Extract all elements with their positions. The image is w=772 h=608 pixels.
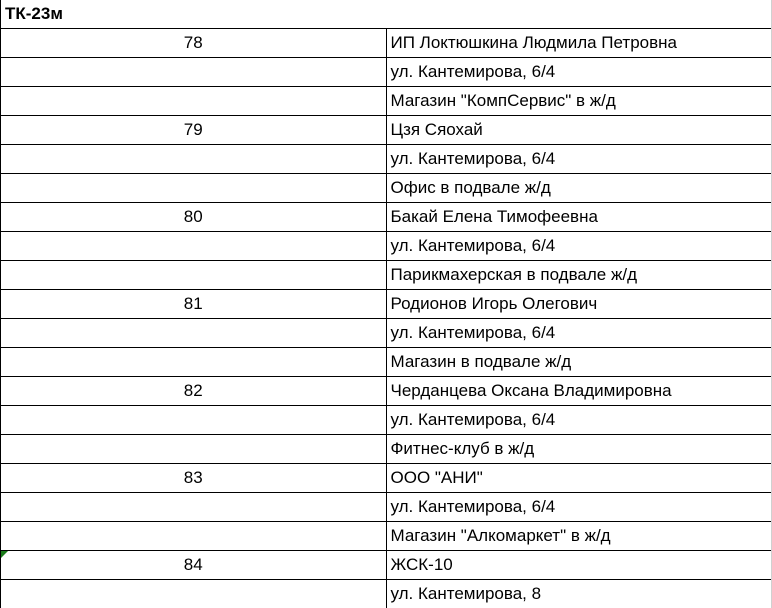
owner-name-cell[interactable]: ООО "АНИ" [386, 464, 772, 493]
table-row [1, 116, 772, 145]
number-cell[interactable]: 82 [1, 377, 387, 406]
description-cell[interactable]: Магазин в подвале ж/д [386, 348, 772, 377]
number-cell[interactable] [1, 522, 387, 551]
owner-name-cell[interactable]: ЖСК-10 [386, 551, 772, 580]
number-cell[interactable] [1, 493, 387, 522]
table-row [1, 29, 772, 58]
number-cell[interactable] [1, 406, 387, 435]
owner-name-cell[interactable]: Родионов Игорь Олегович [386, 290, 772, 319]
address-cell[interactable]: ул. Кантемирова, 6/4 [386, 232, 772, 261]
address-cell[interactable]: ул. Кантемирова, 6/4 [386, 58, 772, 87]
address-cell[interactable]: ул. Кантемирова, 8 [386, 580, 772, 608]
address-cell[interactable]: ул. Кантемирова, 6/4 [386, 493, 772, 522]
number-cell[interactable] [1, 319, 387, 348]
table-row [1, 406, 772, 435]
table-row [1, 493, 772, 522]
address-cell[interactable]: ул. Кантемирова, 6/4 [386, 145, 772, 174]
number-cell[interactable] [1, 174, 387, 203]
table-row [1, 377, 772, 406]
table-row [1, 319, 772, 348]
owner-name-cell[interactable]: Черданцева Оксана Владимировна [386, 377, 772, 406]
table-row [1, 87, 772, 116]
table-row [1, 435, 772, 464]
number-cell[interactable] [1, 145, 387, 174]
spreadsheet-body [1, 0, 772, 608]
table-row [1, 290, 772, 319]
number-cell[interactable] [1, 232, 387, 261]
table-row [1, 261, 772, 290]
table-row [1, 232, 772, 261]
number-cell[interactable] [1, 58, 387, 87]
table-row [1, 551, 772, 580]
number-cell[interactable]: 81 [1, 290, 387, 319]
number-cell[interactable] [1, 261, 387, 290]
address-cell[interactable]: ул. Кантемирова, 6/4 [386, 406, 772, 435]
table-row [1, 58, 772, 87]
table-row [1, 145, 772, 174]
description-cell[interactable]: Магазин "Алкомаркет" в ж/д [386, 522, 772, 551]
table-row [1, 348, 772, 377]
table-row [1, 580, 772, 608]
description-cell[interactable]: Офис в подвале ж/д [386, 174, 772, 203]
number-cell[interactable]: 79 [1, 116, 387, 145]
description-cell[interactable]: Магазин "КомпСервис" в ж/д [386, 87, 772, 116]
number-cell[interactable] [1, 348, 387, 377]
number-cell[interactable]: 83 [1, 464, 387, 493]
description-cell[interactable]: Фитнес-клуб в ж/д [386, 435, 772, 464]
owner-name-cell[interactable]: Цзя Сяохай [386, 116, 772, 145]
table-row [1, 203, 772, 232]
table-row [1, 522, 772, 551]
number-cell[interactable] [1, 580, 387, 608]
owner-name-cell[interactable]: ИП Локтюшкина Людмила Петровна [386, 29, 772, 58]
description-cell[interactable]: Парикмахерская в подвале ж/д [386, 261, 772, 290]
table-row [1, 174, 772, 203]
number-cell[interactable] [1, 435, 387, 464]
number-cell[interactable]: 78 [1, 29, 387, 58]
number-cell[interactable] [1, 551, 387, 580]
number-value: 84 [183, 555, 203, 574]
sheet-title-cell[interactable]: ТК-23м [1, 0, 772, 29]
cell-error-indicator-icon [1, 551, 8, 558]
address-cell[interactable]: ул. Кантемирова, 6/4 [386, 319, 772, 348]
number-cell[interactable]: 80 [1, 203, 387, 232]
owner-name-cell[interactable]: Бакай Елена Тимофеевна [386, 203, 772, 232]
table-row [1, 464, 772, 493]
number-cell[interactable] [1, 87, 387, 116]
title-row [1, 0, 772, 29]
